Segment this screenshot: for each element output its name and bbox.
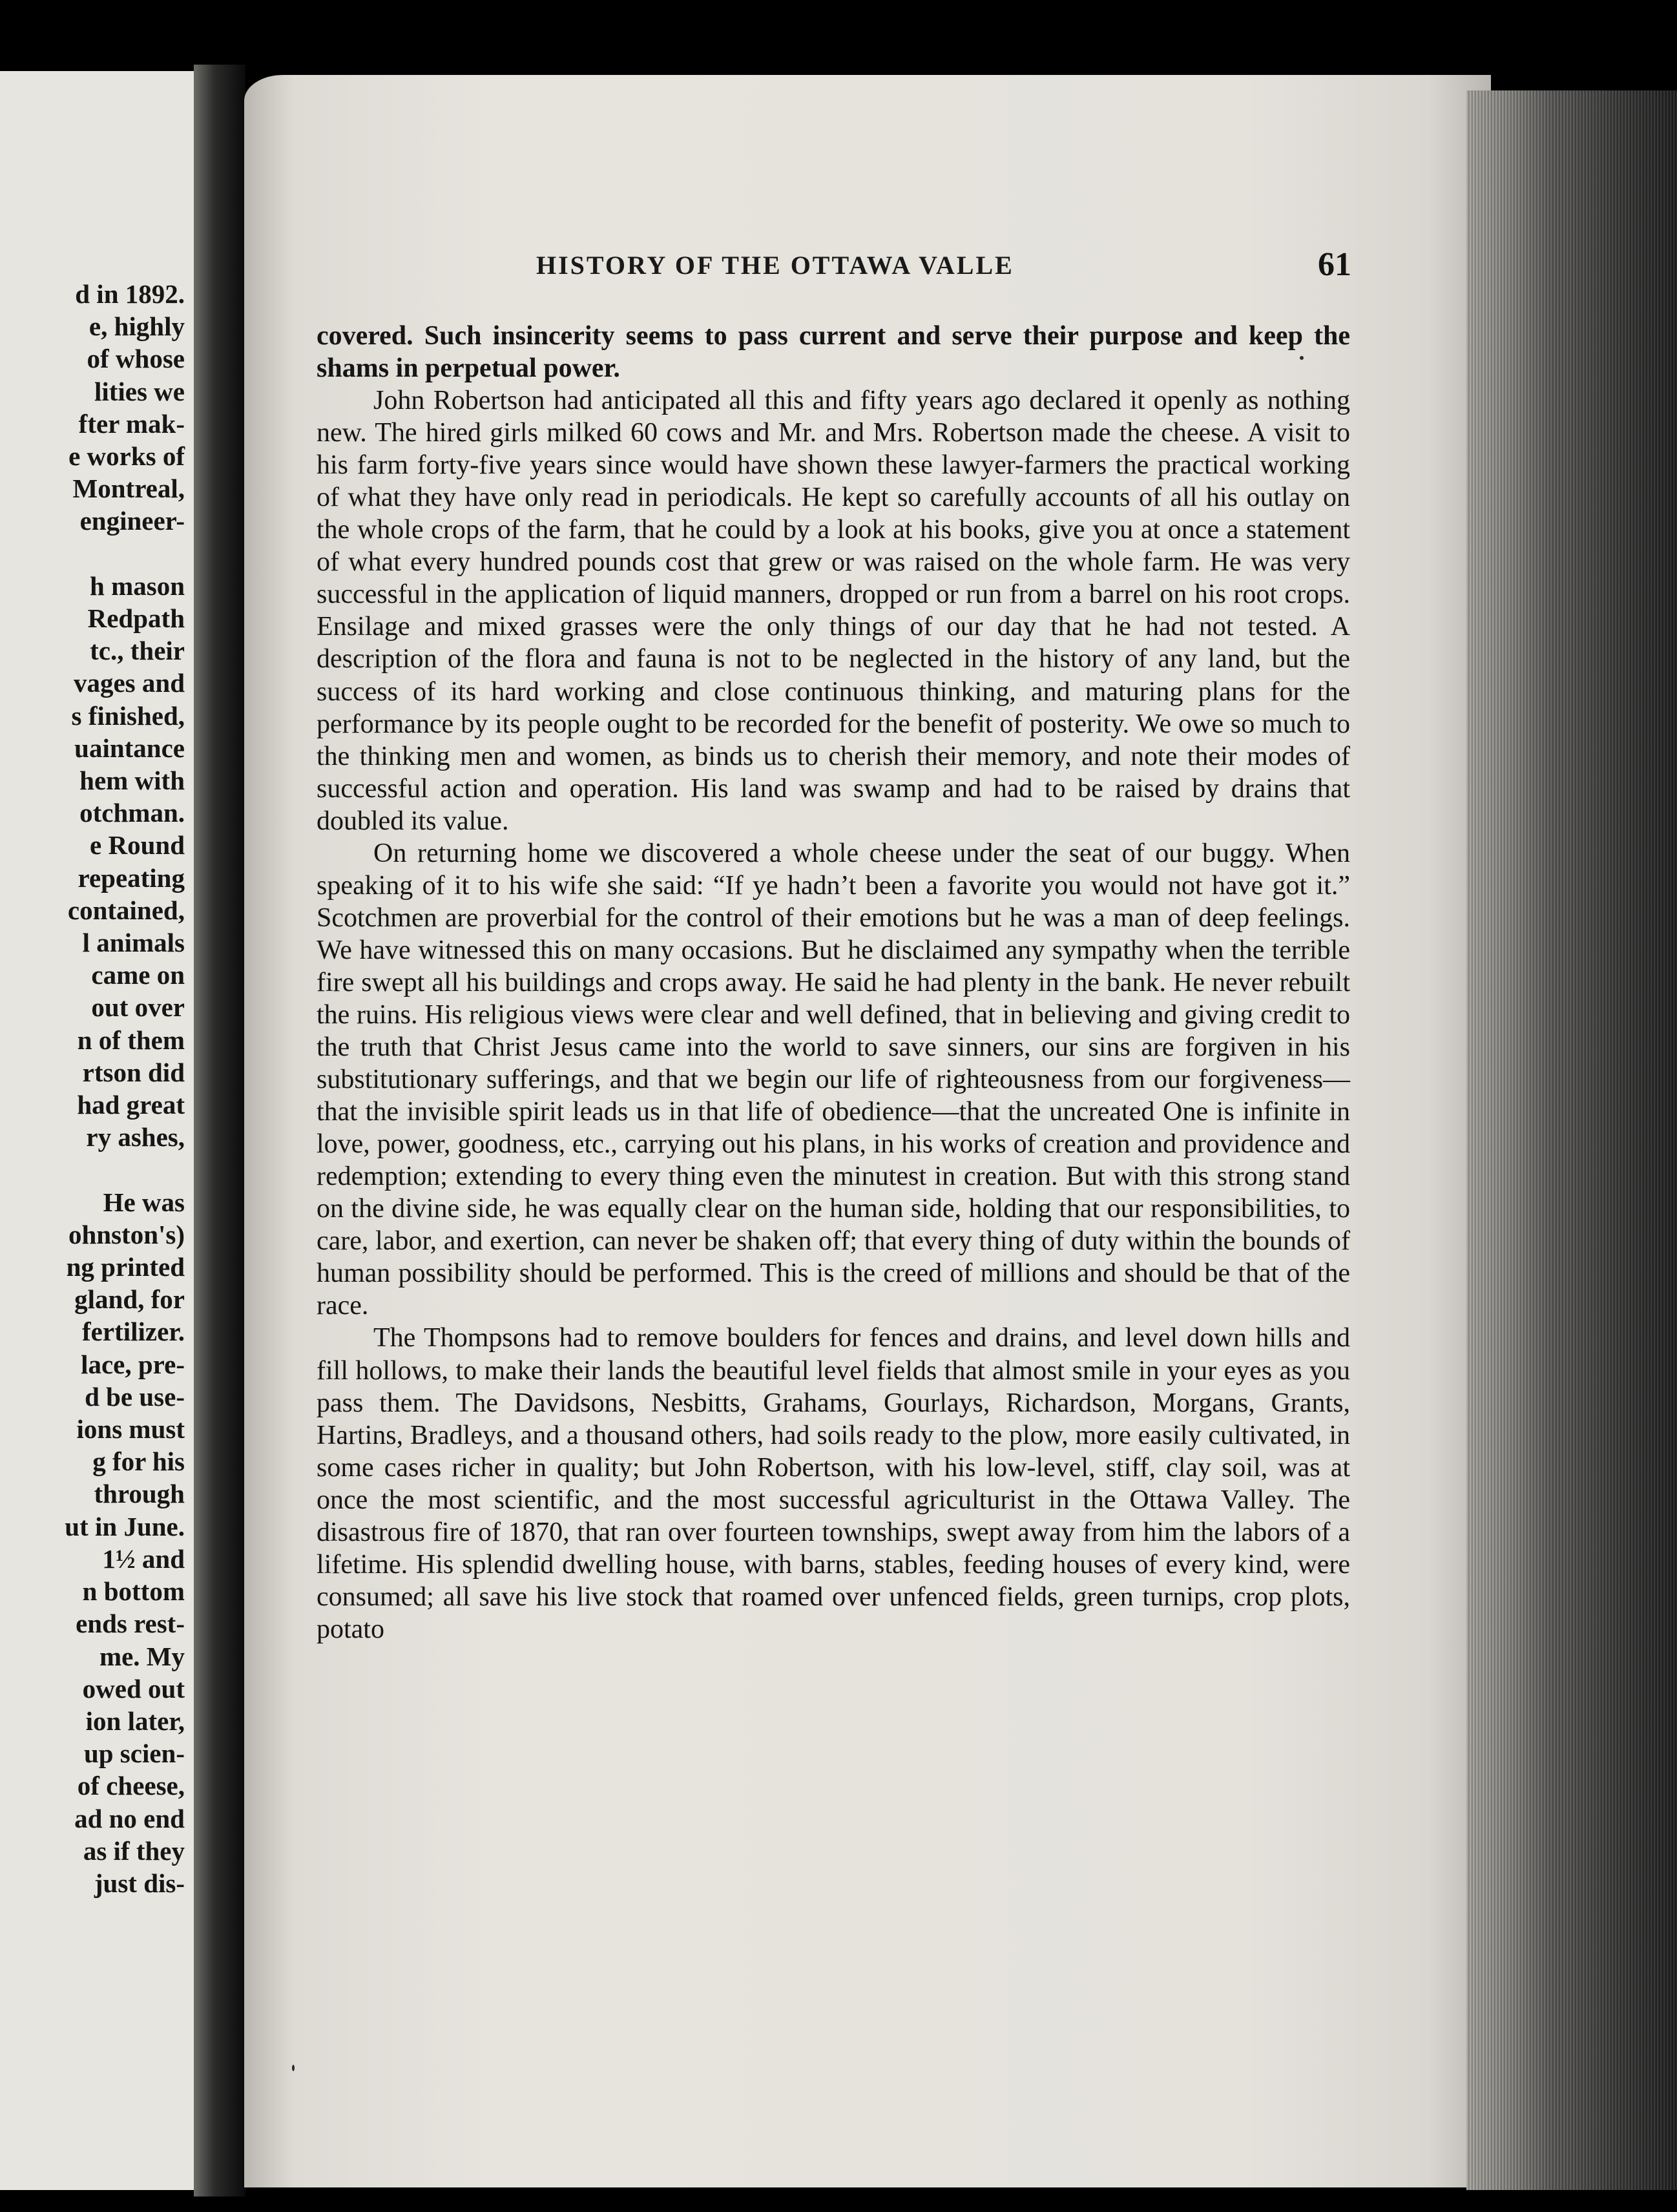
facing-page-line: of whose — [87, 344, 185, 374]
running-head: HISTORY OF THE OTTAWA VALLE — [536, 251, 1014, 280]
facing-page-line: tc., their — [90, 636, 185, 666]
facing-page-line: n of them — [77, 1025, 185, 1055]
facing-page-line: of cheese, — [77, 1771, 185, 1801]
page-edges — [1466, 90, 1677, 2190]
facing-page-line: ohnston's) — [68, 1219, 185, 1249]
facing-page-text — [65, 278, 185, 1899]
facing-page-line: through — [94, 1479, 185, 1509]
facing-page-line: rtson did — [82, 1057, 185, 1087]
paragraph: On returning home we discovered a whole cheese under the seat of our buggy. When speaking of it to his wife she said: “If ye hadn’t been a favorite you would not have got it.” Scotchmen are proverbial for the control of their emotions but he was a man of deep feelings. We have witnessed this on many occasions. But he disclaimed any sympathy when the terrible fire swept all his buildings and crops away. He said he had plenty in the bank. He never rebuilt the ruins. His religious views were clear and well defined, that in believing and giving credit to the truth that Christ Jesus came into the world to save sinners, our sins are forgiven in his substitutionary sufferings, and that we begin our life of righteousness from our forgiveness—that the invisible spirit leads us in that life of obedience—that the uncreated One is infinite in love, power, goodness, etc., carrying out his plans, in his works of creation and providence and redemption; extending to every thing even the minutest in creation. But with this strong stand on the divine side, he was equally clear on the human side, holding that our responsibilities, to care, labor, and exertion, can never be shaken off; that every thing of duty within the bounds of human possibility should be performed. This is the creed of millions and should be that of the race. — [317, 838, 1350, 1321]
facing-page-line: d in 1892. — [75, 279, 185, 309]
facing-page-line: just dis- — [94, 1868, 185, 1898]
facing-page-line: Montreal, — [72, 474, 185, 504]
facing-page-line: d be use- — [85, 1381, 185, 1412]
page-number: 61 — [1318, 246, 1351, 283]
facing-page-line: ry ashes, — [86, 1122, 185, 1153]
book-gutter — [194, 65, 245, 2196]
facing-page-line: ions must — [76, 1414, 185, 1445]
facing-page-line: had great — [77, 1090, 185, 1120]
paragraph: covered. Such insincerity seems to pass current and serve their purpose and keep the shams in perpetual power. — [317, 321, 1350, 384]
facing-page-line: otchman. — [79, 798, 185, 828]
facing-page-line: ends rest- — [76, 1609, 185, 1639]
facing-page-line: s finished, — [71, 700, 185, 731]
facing-page-line: lities we — [94, 376, 185, 406]
facing-page-line: engineer- — [79, 506, 185, 536]
facing-page-line: ion later, — [85, 1706, 185, 1736]
facing-page-line: ng printed — [66, 1252, 185, 1282]
facing-page-line — [65, 1153, 185, 1185]
facing-page-line: l animals — [82, 928, 185, 958]
facing-page-fragment — [0, 71, 194, 2190]
ink-speck — [1300, 356, 1304, 360]
facing-page-line: He was — [103, 1187, 185, 1217]
facing-page-line — [65, 537, 185, 570]
ink-speck — [292, 2065, 295, 2071]
facing-page-line: ut in June. — [65, 1511, 185, 1541]
facing-page-line: lace, pre- — [81, 1349, 185, 1379]
facing-page-line: owed out — [82, 1673, 185, 1704]
facing-page-line: contained, — [67, 895, 185, 925]
facing-page-line: e, highly — [89, 311, 185, 342]
facing-page-line: Redpath — [87, 603, 185, 634]
facing-page-line: as if they — [83, 1835, 185, 1866]
facing-page-line: uaintance — [74, 733, 185, 763]
facing-page-line: repeating — [78, 862, 185, 893]
facing-page-line: e works of — [68, 441, 185, 472]
facing-page-line: g for his — [92, 1446, 185, 1477]
paragraph: John Robertson had anticipated all this and fifty years ago declared it openly as nothing new. The hired girls milked 60 cows and Mr. and Mrs. Robertson made the cheese. A visit to his farm forty-five years since would have shown these lawyer-farmers the practical working of what they have only read in periodicals. He kept so carefully accounts of all his outlay on the whole crops of the farm, that he could by a look at his books, give you at once a statement of what every hundred pounds cost that grew or was raised on the whole farm. He was very successful in the application of liquid manners, dropped or run from a barrel on his root crops. Ensilage and mixed grasses were the only things of our day that he had not tested. A description of the flora and fauna is not to be neglected in the history of any land, but the success of its hard working and close continuous thinking, and maturing plans for the performance by its people ought to be recorded for the benefit of posterity. We owe so much to the thinking men and women, as binds us to cherish their memory, and note their modes of successful action and operation. His land was swamp and had to be raised by drains that doubled its value. — [317, 386, 1350, 836]
facing-page-line: me. My — [99, 1641, 185, 1671]
facing-page-line: n bottom — [82, 1576, 185, 1607]
facing-page-line: hem with — [79, 766, 185, 796]
facing-page-line: out over — [91, 992, 185, 1023]
facing-page-line: e Round — [90, 830, 185, 861]
facing-page-line: fertilizer. — [82, 1317, 185, 1347]
facing-page-line: vages and — [73, 668, 185, 698]
facing-page-line: fter mak- — [78, 408, 185, 439]
facing-page-line: 1½ and — [102, 1543, 185, 1574]
facing-page-line: up scien- — [83, 1738, 185, 1769]
body-text — [317, 320, 1350, 1645]
facing-page-line: came on — [91, 960, 185, 990]
paragraph: The Thompsons had to remove boulders for fences and drains, and level down hills and fill hollows, to make their lands the beautiful level fields that almost smile in your eyes as you pass them. The Davidsons, Nesbitts, Grahams, Gourlays, Richardson, Morgans, Grants, Hartins, Bradleys, and a thousand others, had soils ready to the plow, more easily cultivated, in some cases richer in quality; but John Robertson, with his low-level, stiff, clay soil, was at once the most scientific, and the most successful agriculturist in the Ottawa Valley. The disastrous fire of 1870, that ran over fourteen townships, swept away from him the labors of a lifetime. His splendid dwelling house, with barns, stables, feeding houses of every kind, were consumed; all save his live stock that roamed over unfenced fields, green turnips, crop plots, potato — [317, 1323, 1350, 1644]
facing-page-line: gland, for — [74, 1284, 185, 1315]
facing-page-line: h mason — [90, 570, 185, 601]
facing-page-line: ad no end — [74, 1803, 185, 1833]
